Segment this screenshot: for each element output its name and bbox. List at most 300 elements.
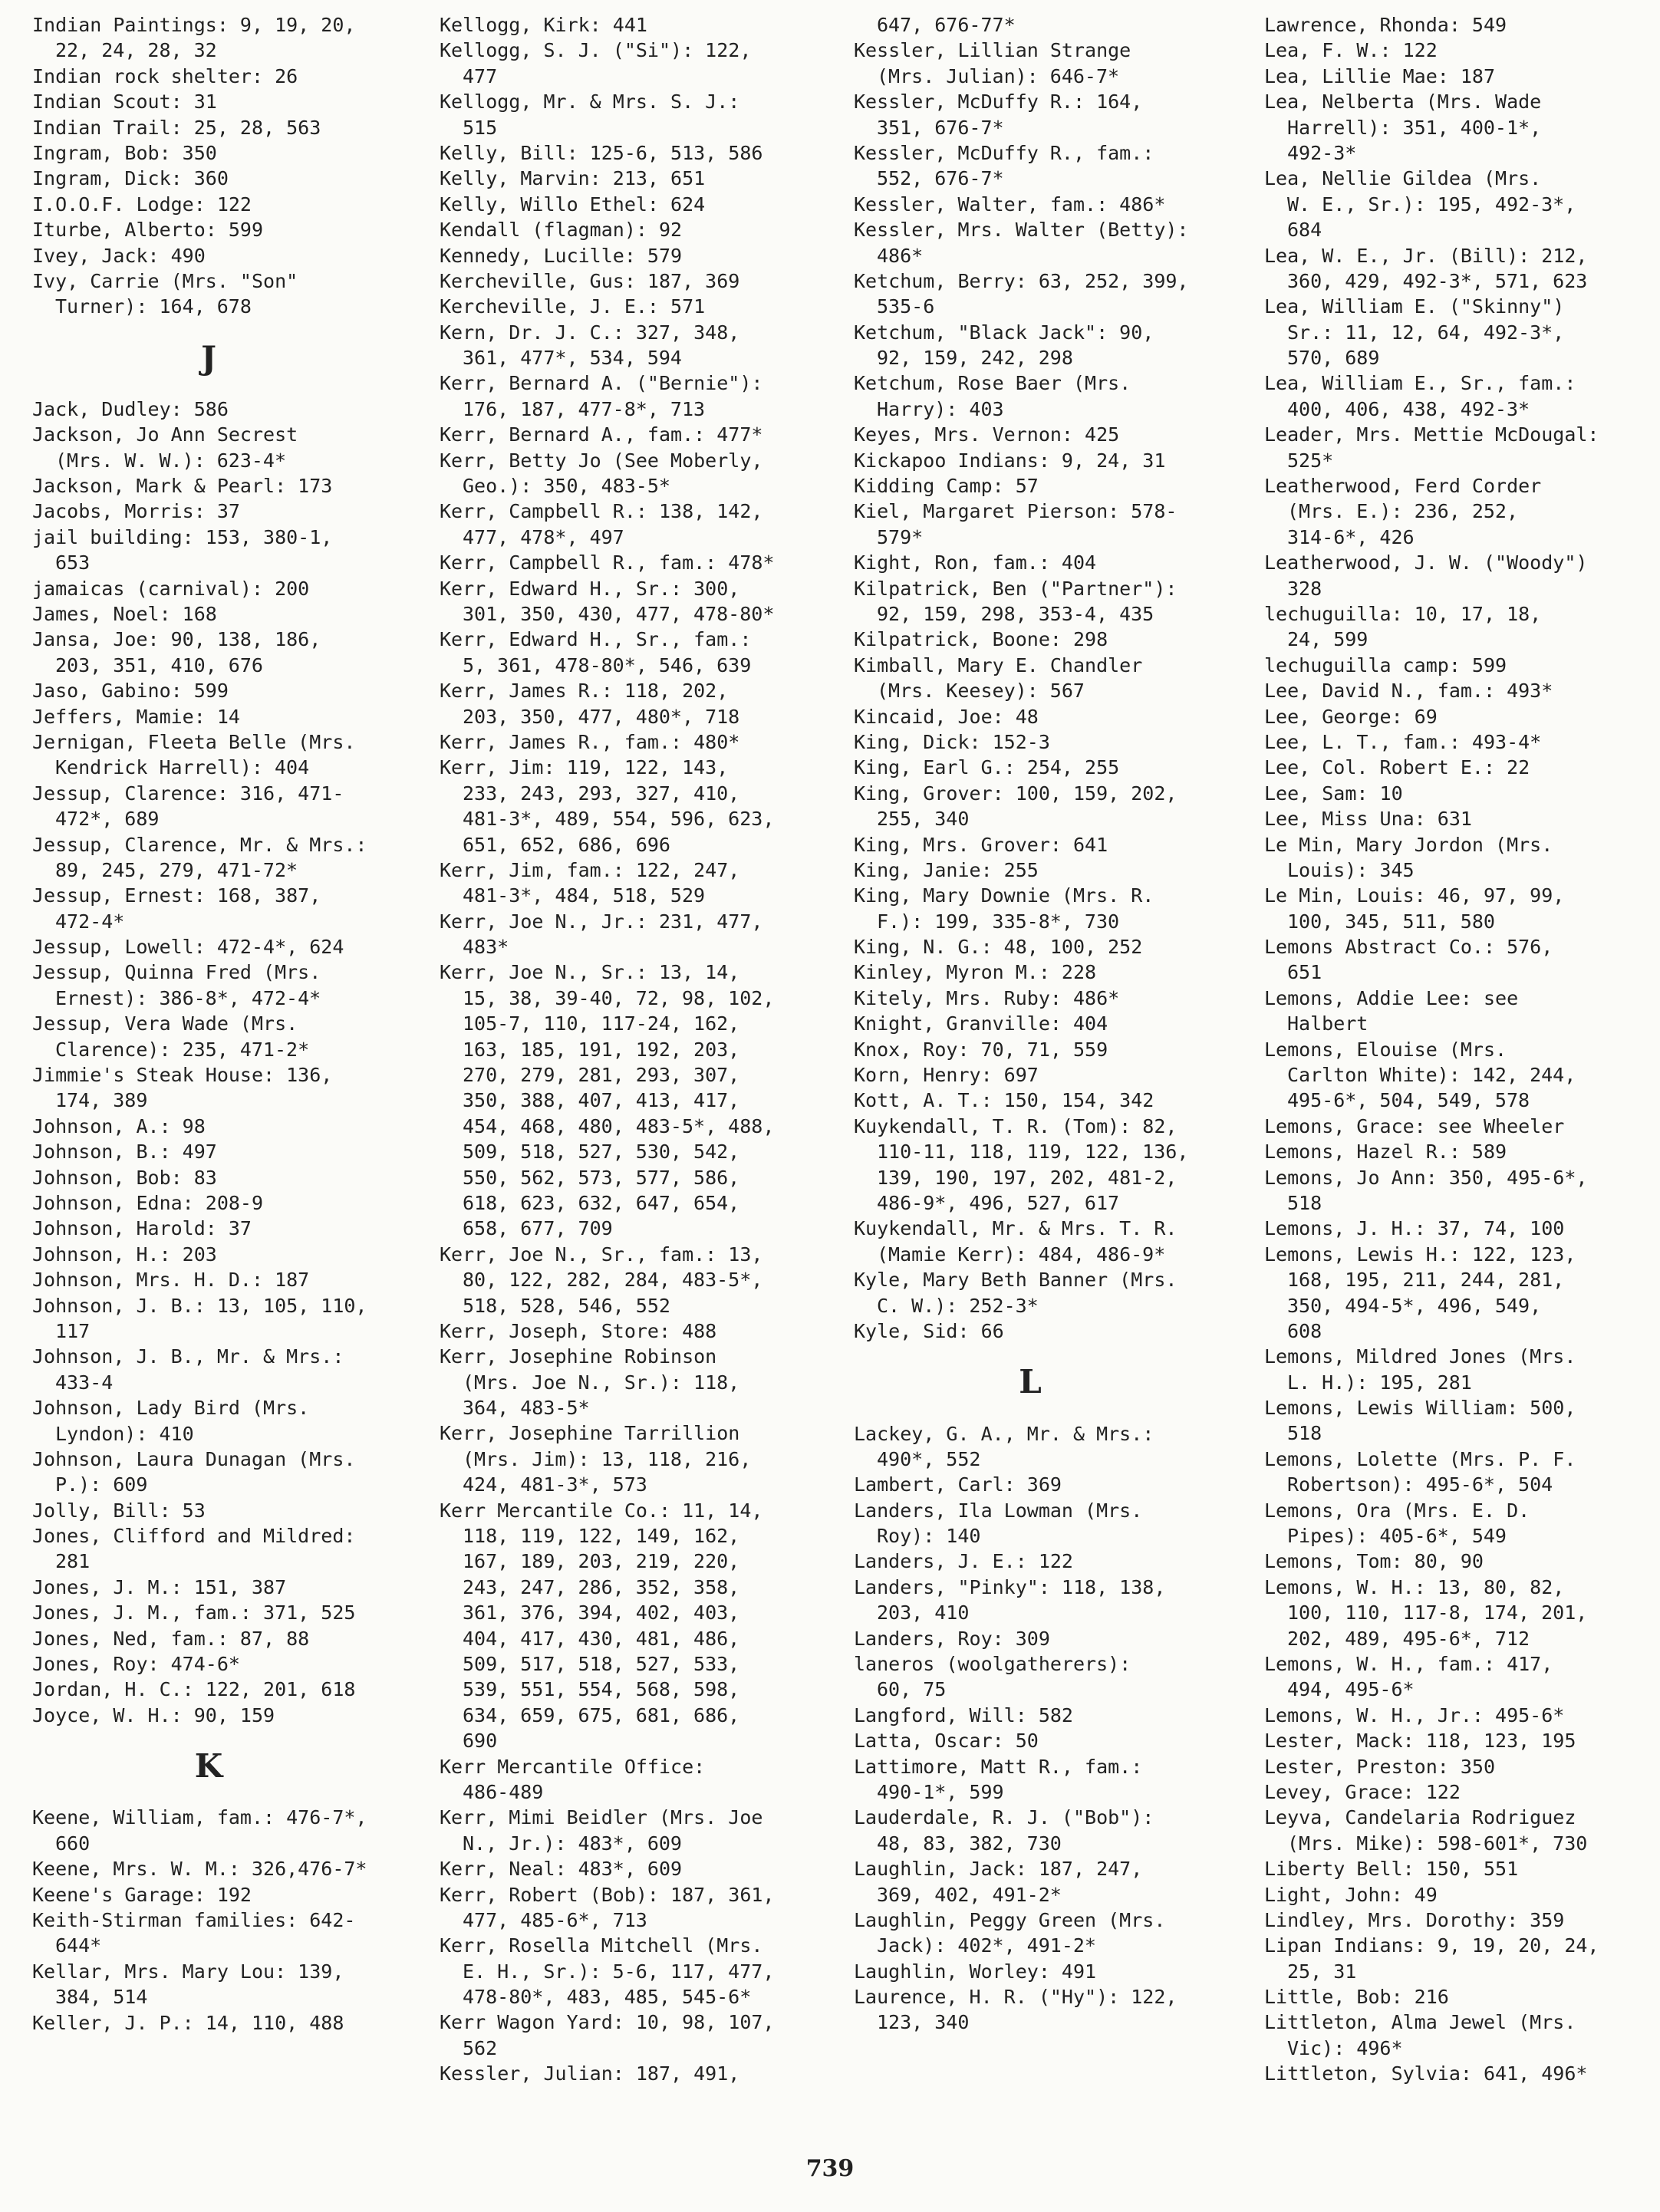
index-entry: Littleton, Alma Jewel (Mrs. [1264, 2011, 1576, 2034]
index-entry: Jones, J. M.: 151, 387 [32, 1575, 287, 1598]
index-entry: Jackson, Mark & Pearl: 173 [32, 475, 333, 498]
index-entry: Le Min, Mary Jordon (Mrs. [1264, 833, 1553, 856]
index-entry-continuation: (Mrs. W. W.): 623-4* [55, 449, 287, 472]
index-entry-continuation: 647, 676-77* [877, 14, 1016, 36]
index-entry: Lee, L. T., fam.: 493-4* [1264, 730, 1542, 753]
index-entry-continuation: 486-489 [463, 1780, 544, 1803]
index-entry-continuation: Louis): 345 [1287, 858, 1415, 881]
index-entry: Landers, "Pinky": 118, 138, [854, 1575, 1166, 1598]
index-entry: Keene, Mrs. W. M.: 326,476-7* [32, 1858, 367, 1881]
index-entry-continuation: 384, 514 [55, 1986, 148, 2009]
index-entry-continuation: 424, 481-3*, 573 [463, 1473, 647, 1496]
index-column-2 [440, 12, 775, 2087]
index-entry: Lester, Mack: 118, 123, 195 [1264, 1730, 1576, 1753]
index-entry: Landers, J. E.: 122 [854, 1550, 1073, 1573]
section-letter-heading: J [201, 338, 216, 377]
index-entry: Kerr, Rosella Mitchell (Mrs. [440, 1934, 763, 1957]
index-entry-continuation: Ernest): 386-8*, 472-4* [55, 986, 321, 1009]
index-entry-continuation: 233, 243, 293, 327, 410, [463, 782, 740, 805]
index-entry: laneros (woolgatherers): [854, 1653, 1131, 1676]
index-entry: Latta, Oscar: 50 [854, 1730, 1039, 1753]
index-entry: Light, John: 49 [1264, 1883, 1438, 1906]
index-entry: Lemons, J. H.: 37, 74, 100 [1264, 1217, 1565, 1240]
index-entry-continuation: 579* [877, 525, 924, 548]
index-entry: Jimmie's Steak House: 136, [32, 1064, 333, 1087]
index-entry: Kerr, Joe N., Sr., fam.: 13, [440, 1243, 763, 1266]
index-entry: Kellogg, Kirk: 441 [440, 14, 647, 36]
index-entry: Lipan Indians: 9, 19, 20, 24, [1264, 1934, 1599, 1957]
index-entry: Kercheville, Gus: 187, 369 [440, 269, 740, 292]
index-entry: Joyce, W. H.: 90, 159 [32, 1703, 275, 1726]
index-entry: Kerr Mercantile Office: [440, 1755, 706, 1778]
index-entry-continuation: 477, 485-6*, 713 [463, 1908, 647, 1931]
index-entry: Johnson, Lady Bird (Mrs. [32, 1397, 310, 1420]
index-entry: Kincaid, Joe: 48 [854, 705, 1039, 728]
index-entry-continuation: 483* [463, 936, 509, 959]
index-entry: Jones, Roy: 474-6* [32, 1653, 240, 1676]
index-entry: Kern, Dr. J. C.: 327, 348, [440, 321, 740, 344]
index-entry: Lawrence, Rhonda: 549 [1264, 14, 1507, 36]
index-entry-continuation: 168, 195, 211, 244, 281, [1287, 1269, 1565, 1292]
index-entry: Lester, Preston: 350 [1264, 1755, 1496, 1778]
index-entry: Korn, Henry: 697 [854, 1064, 1039, 1087]
index-entry: Kickapoo Indians: 9, 24, 31 [854, 449, 1166, 472]
index-entry: Keene, William, fam.: 476-7*, [32, 1806, 367, 1829]
index-entry: Jaso, Gabino: 599 [32, 680, 229, 703]
index-entry: Kennedy, Lucille: 579 [440, 244, 683, 267]
index-entry: Kerr Mercantile Co.: 11, 14, [440, 1499, 763, 1522]
index-entry-continuation: 369, 402, 491-2* [877, 1883, 1062, 1906]
index-entry: Lemons, W. H.: 13, 80, 82, [1264, 1575, 1565, 1598]
index-entry-continuation: 525* [1287, 449, 1334, 472]
index-entry-continuation: 653 [55, 551, 91, 574]
index-entry: King, Dick: 152-3 [854, 730, 1050, 753]
index-entry: Ketchum, Rose Baer (Mrs. [854, 372, 1131, 395]
index-entry: Kyle, Mary Beth Banner (Mrs. [854, 1269, 1177, 1292]
index-entry-continuation: 539, 551, 554, 568, 598, [463, 1678, 740, 1701]
index-entry-continuation: 481-3*, 489, 554, 596, 623, [463, 808, 775, 831]
index-entry-continuation: 481-3*, 484, 518, 529 [463, 884, 706, 907]
index-entry: Lemons, W. H., fam.: 417, [1264, 1653, 1553, 1675]
index-entry-continuation: 552, 676-7* [877, 167, 1004, 190]
index-entry: Kight, Ron, fam.: 404 [854, 551, 1097, 574]
index-entry-continuation: 478-80*, 483, 485, 545-6* [463, 1986, 752, 2009]
index-entry-continuation: 270, 279, 281, 293, 307, [463, 1064, 740, 1087]
index-entry: Kerr, James R., fam.: 480* [440, 730, 740, 753]
index-entry-continuation: 433-4 [55, 1371, 114, 1394]
index-entry: Kimball, Mary E. Chandler [854, 653, 1143, 676]
index-entry-continuation: F.): 199, 335-8*, 730 [877, 910, 1120, 933]
index-entry: Kerr Wagon Yard: 10, 98, 107, [440, 2011, 775, 2034]
index-entry: Ivey, Jack: 490 [32, 244, 206, 267]
index-entry: King, N. G.: 48, 100, 252 [854, 936, 1143, 959]
index-entry: Kerr, Joseph, Store: 488 [440, 1319, 717, 1342]
index-entry: Johnson, J. B.: 13, 105, 110, [32, 1294, 367, 1317]
index-entry-continuation: 203, 410 [877, 1601, 970, 1624]
index-entry-continuation: 634, 659, 675, 681, 686, [463, 1703, 740, 1726]
index-entry: Lemons, Mildred Jones (Mrs. [1264, 1345, 1576, 1368]
index-entry-continuation: 92, 159, 298, 353-4, 435 [877, 602, 1154, 625]
section-letter-heading: K [194, 1747, 223, 1786]
index-entry: lechuguilla: 10, 17, 18, [1264, 602, 1542, 625]
index-entry: Kessler, McDuffy R.: 164, [854, 91, 1143, 114]
index-entry: Kessler, Julian: 187, 491, [440, 2062, 740, 2085]
index-entry-continuation: 139, 190, 197, 202, 481-2, [877, 1166, 1177, 1189]
index-entry-continuation: Clarence): 235, 471-2* [55, 1038, 310, 1061]
index-entry: Le Min, Louis: 46, 97, 99, [1264, 884, 1565, 907]
index-entry: Johnson, J. B., Mr. & Mrs.: [32, 1345, 344, 1368]
index-entry-continuation: 60, 75 [877, 1678, 947, 1701]
index-entry: Johnson, Bob: 83 [32, 1166, 217, 1189]
index-entry: Johnson, Laura Dunagan (Mrs. [32, 1447, 356, 1470]
index-entry: Lea, William E., Sr., fam.: [1264, 372, 1576, 395]
index-entry-continuation: 174, 389 [55, 1089, 148, 1112]
index-entry-continuation: (Mrs. E.): 236, 252, [1287, 500, 1519, 523]
index-entry: Jessup, Clarence, Mr. & Mrs.: [32, 833, 367, 856]
index-entry-continuation: (Mrs. Julian): 646-7* [877, 64, 1120, 87]
index-entry: Indian Trail: 25, 28, 563 [32, 116, 321, 139]
index-entry-continuation: 535-6 [877, 295, 935, 318]
index-entry-continuation: 477 [463, 64, 498, 87]
index-entry: Lee, Miss Una: 631 [1264, 808, 1472, 831]
index-entry-continuation: 400, 406, 438, 492-3* [1287, 397, 1530, 420]
index-entry-continuation: 490*, 552 [877, 1447, 981, 1470]
index-entry: Kilpatrick, Ben ("Partner"): [854, 577, 1177, 600]
index-entry: Jessup, Vera Wade (Mrs. [32, 1012, 298, 1035]
index-entry-continuation: 163, 185, 191, 192, 203, [463, 1038, 740, 1061]
index-entry: Lea, Nellie Gildea (Mrs. [1264, 167, 1542, 190]
index-entry-continuation: 100, 345, 511, 580 [1287, 910, 1495, 933]
index-entry-continuation: 350, 494-5*, 496, 549, [1287, 1294, 1542, 1317]
index-entry: Kuykendall, Mr. & Mrs. T. R. [854, 1217, 1177, 1240]
index-entry: Lemons, Hazel R.: 589 [1264, 1141, 1507, 1164]
index-entry-continuation: 404, 417, 430, 481, 486, [463, 1627, 740, 1650]
index-entry: Kelly, Willo Ethel: 624 [440, 193, 706, 216]
index-entry: Keene's Garage: 192 [32, 1883, 252, 1906]
index-entry: Landers, Ila Lowman (Mrs. [854, 1499, 1143, 1522]
index-entry: Keyes, Mrs. Vernon: 425 [854, 423, 1120, 446]
index-entry-continuation: 203, 350, 477, 480*, 718 [463, 705, 740, 728]
index-entry: Kyle, Sid: 66 [854, 1319, 1004, 1342]
index-entry: Ivy, Carrie (Mrs. "Son" [32, 269, 298, 292]
index-entry-continuation: Geo.): 350, 483-5* [463, 475, 670, 498]
index-entry-continuation: 515 [463, 116, 498, 139]
index-entry-continuation: 351, 676-7* [877, 116, 1004, 139]
index-entry-continuation: 203, 351, 410, 676 [55, 653, 263, 676]
index-entry-continuation: 509, 517, 518, 527, 533, [463, 1653, 740, 1675]
index-entry-continuation: 118, 119, 122, 149, 162, [463, 1525, 740, 1548]
index-entry: Levey, Grace: 122 [1264, 1780, 1461, 1803]
index-entry: Kercheville, J. E.: 571 [440, 295, 706, 318]
index-entry-continuation: 492-3* [1287, 141, 1357, 164]
index-entry: Kerr, Joe N., Jr.: 231, 477, [440, 910, 763, 933]
index-entry-continuation: 495-6*, 504, 549, 578 [1287, 1089, 1530, 1112]
index-entry: Kilpatrick, Boone: 298 [854, 628, 1108, 651]
index-entry-continuation: 48, 83, 382, 730 [877, 1832, 1062, 1855]
index-entry-continuation: W. E., Sr.): 195, 492-3*, [1287, 193, 1576, 216]
index-entry: jail building: 153, 380-1, [32, 525, 333, 548]
index-entry: Ketchum, "Black Jack": 90, [854, 321, 1154, 344]
index-entry: Kerr, Bernard A. ("Bernie"): [440, 372, 763, 395]
index-entry: Johnson, Harold: 37 [32, 1217, 252, 1240]
index-entry: Lee, Col. Robert E.: 22 [1264, 756, 1530, 779]
index-entry: Lindley, Mrs. Dorothy: 359 [1264, 1908, 1565, 1931]
index-entry-continuation: 486* [877, 244, 924, 267]
index-entry-continuation: 360, 429, 492-3*, 571, 623 [1287, 269, 1588, 292]
index-entry-continuation: 176, 187, 477-8*, 713 [463, 397, 706, 420]
index-entry-continuation: 105-7, 110, 117-24, 162, [463, 1012, 740, 1035]
index-entry: Leatherwood, Ferd Corder [1264, 475, 1542, 498]
index-entry-continuation: 15, 38, 39-40, 72, 98, 102, [463, 986, 775, 1009]
index-entry: Kerr, Campbell R., fam.: 478* [440, 551, 775, 574]
index-entry: Kelly, Bill: 125-6, 513, 586 [440, 141, 763, 164]
index-entry-continuation: 202, 489, 495-6*, 712 [1287, 1627, 1530, 1650]
index-entry-continuation: P.): 609 [55, 1473, 148, 1496]
index-entry: Ingram, Dick: 360 [32, 167, 229, 190]
index-entry: Lemons, Lolette (Mrs. P. F. [1264, 1447, 1576, 1470]
index-entry-continuation: Robertson): 495-6*, 504 [1287, 1473, 1553, 1496]
index-entry: Jessup, Ernest: 168, 387, [32, 884, 321, 907]
index-entry-continuation: (Mrs. Mike): 598-601*, 730 [1287, 1832, 1588, 1855]
index-entry: Lee, George: 69 [1264, 705, 1438, 728]
index-entry: Kidding Camp: 57 [854, 475, 1039, 498]
index-entry: Lee, David N., fam.: 493* [1264, 680, 1553, 703]
index-entry-continuation: (Mrs. Keesey): 567 [877, 680, 1085, 703]
index-entry: Lemons, Jo Ann: 350, 495-6*, [1264, 1166, 1588, 1189]
page-number: 739 [805, 2155, 855, 2182]
index-entry: Jones, Ned, fam.: 87, 88 [32, 1627, 310, 1650]
index-entry: Kellogg, Mr. & Mrs. S. J.: [440, 91, 740, 114]
index-entry-continuation: 123, 340 [877, 2011, 970, 2034]
index-entry: Kendall (flagman): 92 [440, 219, 683, 242]
index-entry: Lea, W. E., Jr. (Bill): 212, [1264, 244, 1588, 267]
index-entry-continuation: 518, 528, 546, 552 [463, 1294, 670, 1317]
index-entry: Lemons, Ora (Mrs. E. D. [1264, 1499, 1530, 1522]
index-entry: Kuykendall, T. R. (Tom): 82, [854, 1114, 1177, 1137]
index-entry-continuation: Pipes): 405-6*, 549 [1287, 1525, 1507, 1548]
index-entry-continuation: 167, 189, 203, 219, 220, [463, 1550, 740, 1573]
index-entry: Lemons, Tom: 80, 90 [1264, 1550, 1484, 1573]
index-entry: Johnson, H.: 203 [32, 1243, 217, 1266]
index-entry-continuation: E. H., Sr.): 5-6, 117, 477, [463, 1960, 775, 1983]
index-entry-continuation: 651 [1287, 961, 1322, 984]
index-entry: Ingram, Bob: 350 [32, 141, 217, 164]
index-entry: Kerr, James R.: 118, 202, [440, 680, 729, 703]
index-entry: I.O.O.F. Lodge: 122 [32, 193, 252, 216]
index-entry: Kinley, Myron M.: 228 [854, 961, 1097, 984]
index-column-4 [1264, 12, 1599, 2087]
index-entry: Kerr, Joe N., Sr.: 13, 14, [440, 961, 740, 984]
index-entry-continuation: Halbert [1287, 1012, 1369, 1035]
index-entry: Leyva, Candelaria Rodriguez [1264, 1806, 1576, 1829]
index-entry: Jessup, Lowell: 472-4*, 624 [32, 936, 344, 959]
index-entry: Johnson, Mrs. H. D.: 187 [32, 1269, 310, 1292]
index-entry: King, Grover: 100, 159, 202, [854, 782, 1177, 805]
index-entry-continuation: 550, 562, 573, 577, 586, [463, 1166, 740, 1189]
index-entry: Landers, Roy: 309 [854, 1627, 1050, 1650]
index-entry-continuation: 494, 495-6* [1287, 1678, 1415, 1701]
index-entry-continuation: 472*, 689 [55, 808, 160, 831]
index-entry: Lemons, Lewis H.: 122, 123, [1264, 1243, 1576, 1266]
index-entry: Kerr, Edward H., Sr.: 300, [440, 577, 740, 600]
index-entry-continuation: 618, 623, 632, 647, 654, [463, 1191, 740, 1214]
index-entry-continuation: 281 [55, 1550, 91, 1573]
index-entry-continuation: 518 [1287, 1191, 1322, 1214]
index-entry: Lambert, Carl: 369 [854, 1473, 1062, 1496]
index-entry: Kerr, Neal: 483*, 609 [440, 1858, 683, 1881]
index-entry-continuation: Lyndon): 410 [55, 1422, 194, 1445]
index-entry: Kerr, Jim: 119, 122, 143, [440, 756, 729, 779]
index-entry-continuation: C. W.): 252-3* [877, 1294, 1039, 1317]
index-entry: Kerr, Betty Jo (See Moberly, [440, 449, 763, 472]
index-entry: Little, Bob: 216 [1264, 1986, 1449, 2009]
index-entry-continuation: 660 [55, 1832, 91, 1855]
index-entry: Kelly, Marvin: 213, 651 [440, 167, 706, 190]
index-entry: Liberty Bell: 150, 551 [1264, 1858, 1519, 1881]
index-entry: Johnson, A.: 98 [32, 1114, 206, 1137]
index-entry-continuation: 562 [463, 2036, 498, 2059]
index-entry: Kerr, Edward H., Sr., fam.: [440, 628, 752, 651]
index-entry: Jack, Dudley: 586 [32, 397, 229, 420]
index-entry: James, Noel: 168 [32, 603, 217, 625]
index-entry: Jansa, Joe: 90, 138, 186, [32, 628, 321, 651]
index-entry-continuation: 100, 110, 117-8, 174, 201, [1287, 1601, 1588, 1624]
index-entry: Indian Paintings: 9, 19, 20, [32, 14, 356, 36]
index-entry: Kellar, Mrs. Mary Lou: 139, [32, 1960, 344, 1983]
index-entry-continuation: 110-11, 118, 119, 122, 136, [877, 1141, 1189, 1164]
index-entry-continuation: Jack): 402*, 491-2* [877, 1934, 1096, 1957]
index-entry: Lemons, Elouise (Mrs. [1264, 1038, 1507, 1061]
index-entry-continuation: 5, 361, 478-80*, 546, 639 [463, 653, 752, 676]
index-entry: King, Janie: 255 [854, 858, 1039, 881]
index-entry-continuation: Sr.: 11, 12, 64, 492-3*, [1287, 321, 1565, 344]
index-entry-continuation: 92, 159, 242, 298 [877, 347, 1073, 370]
index-entry-continuation: Harrell): 351, 400-1*, [1287, 116, 1542, 139]
index-entry: Keller, J. P.: 14, 110, 488 [32, 2011, 344, 2034]
index-entry: Kerr, Campbell R.: 138, 142, [440, 500, 763, 523]
index-entry: Johnson, Edna: 208-9 [32, 1191, 264, 1214]
index-entry-continuation: Turner): 164, 678 [55, 295, 252, 318]
index-entry: Lauderdale, R. J. ("Bob"): [854, 1806, 1154, 1829]
index-entry: Kessler, Walter, fam.: 486* [854, 193, 1166, 216]
index-entry-continuation: Vic): 496* [1287, 2036, 1403, 2059]
index-entry: Jacobs, Morris: 37 [32, 500, 240, 523]
index-entry: lechuguilla camp: 599 [1264, 653, 1507, 676]
index-entry: Lea, F. W.: 122 [1264, 39, 1438, 62]
index-entry: Lemons, Addie Lee: see [1264, 986, 1519, 1009]
index-entry: Kellogg, S. J. ("Si"): 122, [440, 39, 752, 62]
index-column-1 [32, 12, 385, 2036]
index-entry-continuation: Roy): 140 [877, 1525, 981, 1548]
index-entry: Indian Scout: 31 [32, 91, 217, 114]
index-entry: Kerr, Josephine Tarrillion [440, 1422, 740, 1445]
index-entry-continuation: 644* [55, 1934, 102, 1957]
index-entry-continuation: 651, 652, 686, 696 [463, 833, 670, 856]
index-entry: Littleton, Sylvia: 641, 496* [1264, 2062, 1588, 2085]
index-entry: Jessup, Clarence: 316, 471- [32, 782, 344, 805]
index-entry-continuation: (Mrs. Jim): 13, 118, 216, [463, 1447, 752, 1470]
index-entry-continuation: 364, 483-5* [463, 1397, 590, 1420]
index-entry: Indian rock shelter: 26 [32, 64, 298, 87]
index-entry-continuation: 518 [1287, 1422, 1322, 1445]
index-entry: Jones, Clifford and Mildred: [32, 1525, 356, 1548]
index-entry: Laurence, H. R. ("Hy"): 122, [854, 1986, 1177, 2009]
index-entry: Kott, A. T.: 150, 154, 342 [854, 1089, 1154, 1112]
index-entry-continuation: N., Jr.): 483*, 609 [463, 1832, 682, 1855]
index-entry-continuation: 255, 340 [877, 808, 970, 831]
index-entry-continuation: (Mamie Kerr): 484, 486-9* [877, 1243, 1166, 1266]
index-entry-continuation: 361, 376, 394, 402, 403, [463, 1601, 740, 1624]
index-entry-continuation: 89, 245, 279, 471-72* [55, 858, 298, 881]
index-entry-continuation: 25, 31 [1287, 1960, 1357, 1983]
index-entry: Leader, Mrs. Mettie McDougal: [1264, 423, 1599, 446]
index-entry: Kerr, Robert (Bob): 187, 361, [440, 1883, 775, 1906]
index-entry: Kiel, Margaret Pierson: 578- [854, 500, 1177, 523]
index-entry: Kessler, Mrs. Walter (Betty): [854, 219, 1189, 242]
index-entry: Lee, Sam: 10 [1264, 782, 1403, 805]
index-entry: Lea, William E. ("Skinny") [1264, 295, 1565, 318]
index-entry-continuation: 490-1*, 599 [877, 1780, 1004, 1803]
index-entry: Jolly, Bill: 53 [32, 1499, 206, 1522]
index-entry-continuation: 690 [463, 1730, 498, 1753]
index-entry-continuation: 570, 689 [1287, 347, 1380, 370]
index-entry: Laughlin, Worley: 491 [854, 1960, 1097, 1983]
index-entry-continuation: 477, 478*, 497 [463, 525, 624, 548]
index-entry: Leatherwood, J. W. ("Woody") [1264, 551, 1588, 574]
index-entry-continuation: 684 [1287, 219, 1322, 242]
index-entry: Jernigan, Fleeta Belle (Mrs. [32, 730, 356, 753]
index-entry-continuation: 608 [1287, 1319, 1322, 1342]
index-entry-continuation: 243, 247, 286, 352, 358, [463, 1575, 740, 1598]
index-entry-continuation: 301, 350, 430, 477, 478-80* [463, 602, 775, 625]
index-entry: Jackson, Jo Ann Secrest [32, 423, 298, 446]
index-entry-continuation: 328 [1287, 577, 1322, 600]
index-entry: Ketchum, Berry: 63, 252, 399, [854, 269, 1189, 292]
index-entry-continuation: 486-9*, 496, 527, 617 [877, 1191, 1120, 1214]
index-entry: Jones, J. M., fam.: 371, 525 [32, 1601, 356, 1624]
index-entry: Kerr, Jim, fam.: 122, 247, [440, 858, 740, 881]
index-entry-continuation: 454, 468, 480, 483-5*, 488, [463, 1114, 775, 1137]
index-entry-continuation: 314-6*, 426 [1287, 525, 1415, 548]
index-entry-continuation: 117 [55, 1319, 91, 1342]
index-entry-continuation: 361, 477*, 534, 594 [463, 347, 682, 370]
index-entry: Keith-Stirman families: 642- [32, 1908, 356, 1931]
index-entry: King, Mrs. Grover: 641 [854, 833, 1108, 856]
index-entry-continuation: Carlton White): 142, 244, [1287, 1064, 1576, 1087]
index-entry: Lattimore, Matt R., fam.: [854, 1755, 1143, 1778]
index-entry: Jeffers, Mamie: 14 [32, 705, 240, 728]
index-entry: Knox, Roy: 70, 71, 559 [854, 1038, 1108, 1061]
index-entry: Lea, Nelberta (Mrs. Wade [1264, 91, 1542, 114]
index-entry-continuation: 22, 24, 28, 32 [55, 39, 217, 62]
index-entry-continuation: 350, 388, 407, 413, 417, [463, 1089, 740, 1112]
index-entry: Jordan, H. C.: 122, 201, 618 [32, 1678, 356, 1701]
index-entry: King, Mary Downie (Mrs. R. [854, 884, 1154, 907]
index-entry: jamaicas (carnival): 200 [32, 577, 310, 600]
index-entry-continuation: 80, 122, 282, 284, 483-5*, [463, 1269, 763, 1292]
index-entry-continuation: Harry): 403 [877, 397, 1004, 420]
index-entry-continuation: 509, 518, 527, 530, 542, [463, 1141, 740, 1164]
index-entry: Lea, Lillie Mae: 187 [1264, 64, 1496, 87]
index-entry: Lemons, Lewis William: 500, [1264, 1397, 1576, 1420]
index-entry: Kerr, Bernard A., fam.: 477* [440, 423, 763, 446]
index-entry-continuation: 472-4* [55, 910, 125, 933]
index-entry: Knight, Granville: 404 [854, 1012, 1108, 1035]
index-entry: Lemons, Grace: see Wheeler [1264, 1114, 1565, 1137]
section-letter-heading: L [1019, 1363, 1042, 1401]
index-entry: Lemons Abstract Co.: 576, [1264, 936, 1553, 959]
index-entry: Jessup, Quinna Fred (Mrs. [32, 961, 321, 984]
